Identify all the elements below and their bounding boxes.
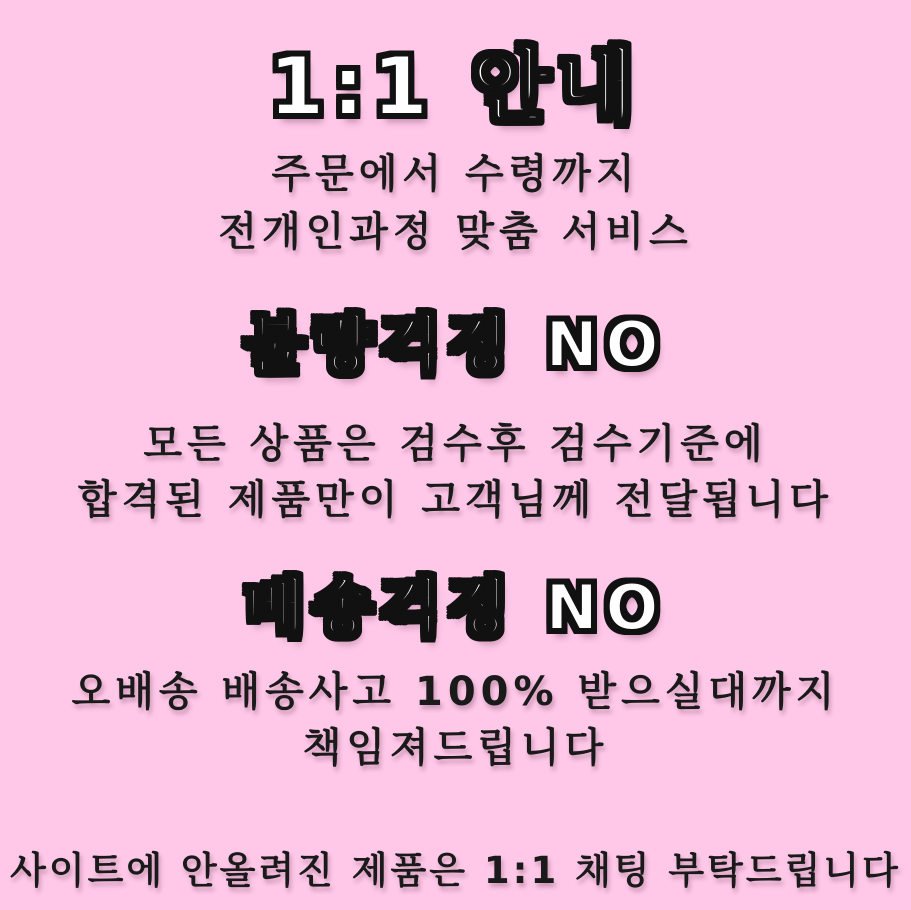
section-shipping-heading: 배송걱정 NO [244,571,667,644]
page-title: 1:1 안내 [268,40,643,133]
section-shipping-line-1: 오배송 배송사고 100% 받으실대까지 [71,669,840,715]
section-quality-line-2: 합격된 제품만이 고객님께 전달됩니다 [77,477,834,523]
intro-line-1: 주문에서 수령까지 [271,151,640,197]
section-quality-line-1: 모든 상품은 검수후 검수기준에 [143,421,768,467]
section-shipping-line-2: 책임져드립니다 [302,725,609,771]
intro-line-2: 전개인과정 맞춤 서비스 [218,209,693,255]
footer-note: 사이트에 안올려진 제품은 1:1 채팅 부탁드립니다 [10,849,901,892]
section-quality-heading: 불량걱정 NO [244,308,667,381]
